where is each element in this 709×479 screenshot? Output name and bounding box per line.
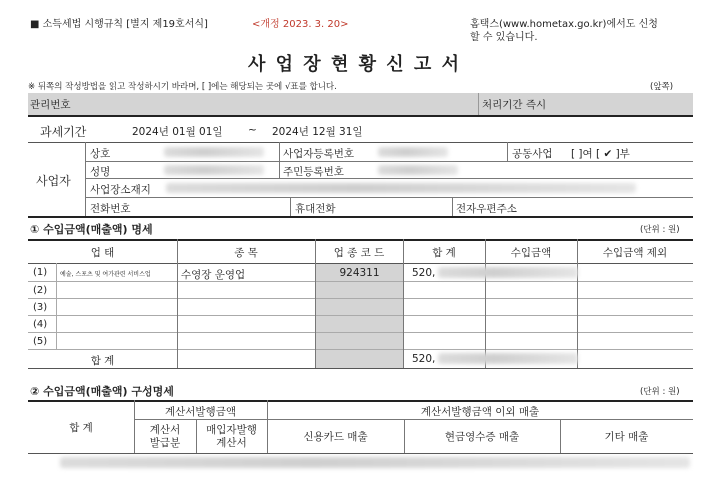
processing-period-label: 처리기간 즉시 — [482, 99, 547, 111]
instruction-text: ※ 뒤쪽의 작성방법을 읽고 작성하시기 바라며, [ ]에는 해당되는 곳에 √표를 합니다. — [28, 82, 337, 92]
business-address-label: 사업장소재지 — [90, 184, 151, 196]
redacted-row1-amounts — [438, 267, 578, 278]
section2-unit: (단위 : 원) — [640, 387, 680, 397]
page-side-label: (앞쪽) — [650, 82, 674, 92]
cash-receipt-header: 현금영수증 매출 — [444, 431, 520, 443]
section2-total-label: 합 계 — [69, 422, 93, 434]
row4-number: (4) — [33, 319, 48, 330]
col-header-revenue: 수입금액 — [510, 247, 552, 259]
section1-unit: (단위 : 원) — [640, 225, 680, 235]
non-invoice-group-header: 계산서발행금액 이외 매출 — [420, 406, 540, 418]
col-header-total: 합 계 — [432, 247, 456, 259]
tax-period-start: 2024년 01월 01일 — [132, 126, 223, 138]
sum-row-label: 합 계 — [90, 355, 115, 367]
hometax-note-line1: 홈택스(www.hometax.go.kr)에서도 신청 — [470, 19, 658, 30]
row1-item: 수영장 운영업 — [181, 269, 246, 281]
management-bar — [28, 93, 693, 115]
resident-number-label: 주민등록번호 — [283, 166, 344, 178]
form-rule-reference: ■ 소득세법 시행규칙 [별지 제19호서식] — [30, 19, 208, 30]
col-header-business-type: 업 태 — [90, 247, 115, 259]
section2-title: ② 수입금액(매출액) 구성명세 — [30, 385, 174, 398]
redacted-resident-number — [378, 165, 458, 175]
management-number-label: 관리번호 — [30, 99, 71, 111]
redacted-business-address — [166, 183, 636, 193]
phone-label: 전화번호 — [90, 203, 131, 215]
invoice-issued-header-l2: 발급분 — [149, 437, 181, 449]
redacted-sum-amounts — [438, 353, 578, 364]
row1-number: (1) — [33, 267, 48, 278]
row1-total: 520, — [412, 267, 436, 279]
row3-number: (3) — [33, 302, 48, 313]
purchaser-invoice-header-l1: 매입자발행 — [206, 424, 257, 436]
row1-business-type: 예술, 스포츠 및 여가관련 서비스업 — [60, 271, 151, 278]
email-label: 전자우편주소 — [456, 203, 517, 215]
joint-business-checkbox[interactable]: [ ]여 [ ✔ ]부 — [571, 148, 630, 160]
col-header-excluded: 수입금액 제외 — [602, 247, 668, 259]
invoice-group-header: 계산서발행금액 — [164, 406, 236, 418]
form-title: 사 업 장 현 황 신 고 서 — [248, 54, 461, 75]
business-name-label: 상호 — [90, 148, 111, 160]
joint-business-label: 공동사업 — [512, 148, 553, 160]
business-reg-number-label: 사업자등록번호 — [283, 148, 355, 160]
purchaser-invoice-header-l2: 계산서 — [216, 437, 247, 449]
revision-date: <개정 2023. 3. 20> — [252, 19, 349, 30]
section1-title: ① 수입금액(매출액) 명세 — [30, 223, 153, 236]
card-sales-header: 신용카드 매출 — [303, 431, 368, 443]
col-header-item: 종 목 — [234, 247, 258, 259]
row5-number: (5) — [33, 336, 48, 347]
hometax-note-line2: 할 수 있습니다. — [470, 32, 538, 43]
mobile-label: 휴대전화 — [295, 203, 336, 215]
sum-row-total: 520, — [412, 353, 436, 365]
redacted-business-name — [164, 147, 264, 157]
business-group-label: 사업자 — [36, 174, 71, 188]
tax-period-label: 과세기간 — [40, 125, 87, 139]
row1-industry-code: 924311 — [339, 267, 380, 279]
redacted-owner-name — [164, 165, 264, 175]
industry-code-column-fill — [316, 264, 403, 368]
row2-number: (2) — [33, 285, 48, 296]
other-sales-header: 기타 매출 — [604, 431, 649, 443]
invoice-issued-header-l1: 계산서 — [149, 424, 181, 436]
owner-name-label: 성명 — [90, 166, 111, 178]
tax-period-tilde: ~ — [248, 124, 257, 136]
redacted-section2-amounts — [60, 457, 690, 468]
tax-period-end: 2024년 12월 31일 — [272, 126, 363, 138]
col-header-industry-code: 업 종 코 드 — [333, 247, 385, 259]
redacted-reg-number — [378, 147, 448, 157]
